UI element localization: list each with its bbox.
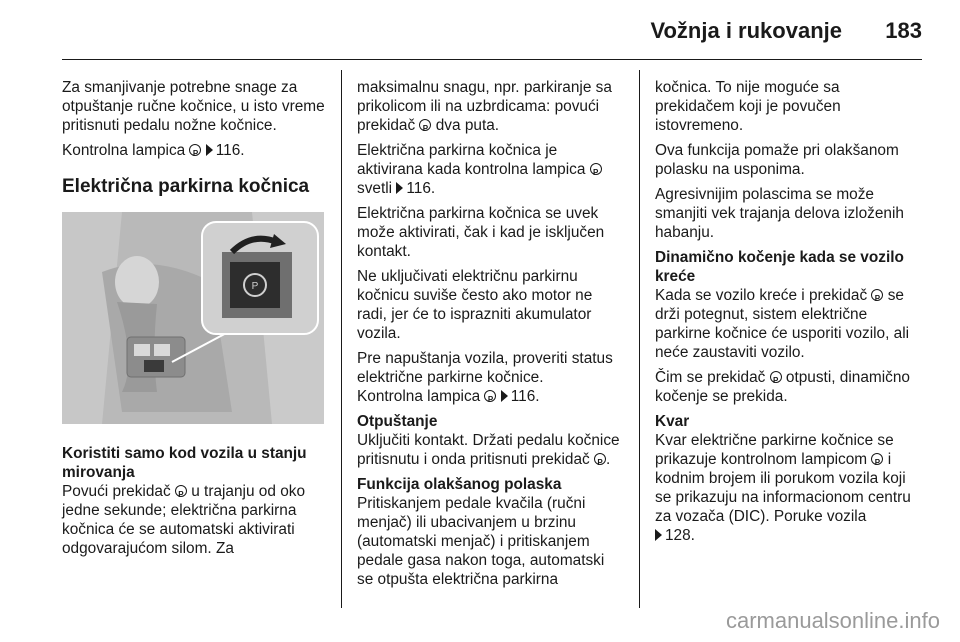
page-header [0, 0, 960, 60]
paragraph: Za smanjivanje potrebne snage za otpuštanje ručne kočnice, u isto vreme pritisnuti pedalu nožne kočnice. [62, 79, 325, 134]
paragraph: Kada se vozilo kreće i prekidač P se drži potegnut, sistem električne parkirne kočnice će usporiti vozilo, ali neće zaustaviti vozilo. [655, 286, 923, 362]
paragraph: Ne uključivati električnu parkirnu kočnicu suviše često ako motor ne radi, jer će to isprazniti akumulator vozila. [357, 268, 593, 342]
page-reference[interactable]: 128. [665, 527, 695, 544]
subheading: Otpuštanje [357, 413, 438, 430]
subheading: Dinamično kočenje kada se vozilo kreće [655, 249, 904, 285]
column-divider-1 [341, 70, 342, 608]
paragraph: kočnica. To nije moguće sa prekidačem koji je povučen istovremeno. [655, 79, 841, 134]
column-3 [655, 78, 923, 551]
paragraph: Uključiti kontakt. Držati pedalu kočnice pritisnutu i onda pritisnuti prekidač P . [357, 431, 623, 469]
page-reference[interactable]: 116. [406, 180, 436, 197]
parking-brake-icon [871, 289, 883, 301]
paragraph: Kontrolna lampica P 116. [62, 141, 326, 160]
page-reference[interactable]: 116. [510, 388, 540, 405]
paragraph: Povući prekidač P u trajanju od oko jedne sekunde; električna parkirna kočnica će se automatski aktivirati odgovarajućom silom. Za [62, 482, 326, 558]
page-reference-arrow-icon [501, 390, 508, 402]
column-2 [357, 78, 623, 595]
paragraph: Kontrolna lampica P 116. [357, 387, 623, 406]
watermark: carmanualsonline.info [725, 608, 940, 633]
subheading: Kvar [655, 413, 690, 430]
page-number: 183 [885, 18, 922, 43]
column-divider-2 [639, 70, 640, 608]
subheading: Koristiti samo kod vozila u stanju mirovanja [62, 445, 307, 481]
parking-brake-icon [590, 163, 602, 175]
paragraph: Ova funkcija pomaže pri olakšanom polasku na usponima. [655, 142, 899, 178]
paragraph: maksimalnu snagu, npr. parkiranje sa prikolicom ili na uzbrdicama: povući prekidač P dva puta. [357, 78, 623, 135]
paragraph: Pre napuštanja vozila, proveriti status električne parkirne kočnice. [357, 350, 613, 386]
page-reference-arrow-icon [206, 144, 213, 156]
parking-brake-icon [175, 485, 187, 497]
page-title: Vožnja i rukovanje [650, 18, 842, 43]
paragraph: Električna parkirna kočnica se uvek može aktivirati, čak i kad je isključen kontakt. [357, 205, 605, 260]
page-reference-arrow-icon [396, 182, 403, 194]
parking-brake-icon [594, 453, 606, 465]
console-illustration [62, 212, 324, 424]
paragraph: Kvar električne parkirne kočnice se prikazuje kontrolnom lampicom P i kodnim brojem ili porukom vozila koji se prikazuju na informacionom centru za vozača (DIC). Poruke vozila 128. [655, 431, 923, 545]
subheading: Funkcija olakšanog polaska [357, 476, 562, 493]
column-1 [62, 78, 326, 564]
parking-brake-fault-icon [871, 453, 883, 465]
header-rule [62, 59, 922, 60]
paragraph: Električna parkirna kočnica je aktivirana kada kontrolna lampica P svetli 116. [357, 141, 623, 198]
paragraph: Pritiskanjem pedale kvačila (ručni menjač) ili ubacivanjem u brzinu (automatski menjač) i pritiskanjem pedale gasa nakon toga, automatski se otpušta električna parkirna [357, 495, 605, 588]
section-heading: Električna parkirna kočnica [62, 176, 310, 197]
svg-text:P: P [251, 281, 259, 292]
parking-brake-icon [770, 371, 782, 383]
parking-brake-icon [484, 390, 496, 402]
page-reference[interactable]: 116. [215, 142, 245, 159]
paragraph: Agresivnijim polascima se može smanjiti vek trajanja delova izloženih habanju. [655, 186, 904, 241]
brake-warning-icon [189, 144, 201, 156]
page-reference-arrow-icon [655, 529, 662, 541]
paragraph: Čim se prekidač P otpusti, dinamično kočenje se prekida. [655, 368, 923, 406]
parking-brake-switch-illustration [62, 212, 324, 424]
parking-brake-icon [419, 119, 431, 131]
